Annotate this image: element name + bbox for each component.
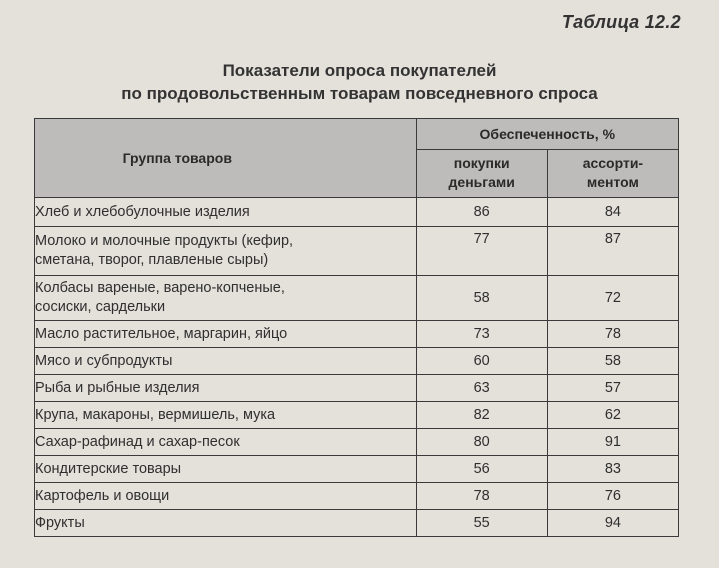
table-row	[35, 375, 679, 402]
header-group-label: Группа товаров	[122, 150, 232, 166]
table-row	[35, 321, 679, 348]
row-assortment: 72	[547, 276, 678, 321]
caption-line-2: по продовольственным товарам повседневного спроса	[121, 84, 598, 103]
table-row	[35, 198, 679, 227]
row-money: 63	[416, 375, 547, 402]
table-row	[35, 483, 679, 510]
row-money: 80	[416, 429, 547, 456]
row-name: Масло растительное, маргарин, яйцо	[35, 321, 417, 348]
row-name: Мясо и субпродукты	[35, 348, 417, 375]
header-supply: Обеспеченность, %	[416, 119, 678, 150]
row-money: 78	[416, 483, 547, 510]
table-row	[35, 402, 679, 429]
table-row	[35, 456, 679, 483]
table-header	[35, 119, 679, 198]
row-name: Рыба и рыбные изделия	[35, 375, 417, 402]
row-name: Фрукты	[35, 510, 417, 537]
row-assortment: 62	[547, 402, 678, 429]
row-assortment: 91	[547, 429, 678, 456]
table-row	[35, 348, 679, 375]
header-group	[35, 119, 417, 198]
row-assortment: 58	[547, 348, 678, 375]
row-assortment: 76	[547, 483, 678, 510]
survey-table	[34, 118, 679, 537]
table-row	[35, 510, 679, 537]
row-money: 55	[416, 510, 547, 537]
table-number: Таблица 12.2	[561, 12, 681, 32]
row-name: Молоко и молочные продукты (кефир, сметана, творог, плавленые сыры)	[35, 227, 417, 276]
table-caption	[0, 59, 719, 105]
table-body	[35, 198, 679, 537]
row-name: Кондитерские товары	[35, 456, 417, 483]
table-row	[35, 429, 679, 456]
row-money: 82	[416, 402, 547, 429]
row-money: 58	[416, 276, 547, 321]
row-name: Картофель и овощи	[35, 483, 417, 510]
row-money: 60	[416, 348, 547, 375]
row-assortment: 83	[547, 456, 678, 483]
row-name: Колбасы вареные, варено-копченые, сосиски, сардельки	[35, 276, 417, 321]
row-money: 77	[416, 227, 547, 276]
row-money: 73	[416, 321, 547, 348]
header-money: покупки деньгами	[416, 149, 547, 197]
table-row	[35, 227, 679, 276]
row-assortment: 78	[547, 321, 678, 348]
row-name: Сахар-рафинад и сахар-песок	[35, 429, 417, 456]
row-assortment: 94	[547, 510, 678, 537]
row-assortment: 57	[547, 375, 678, 402]
table-row	[35, 276, 679, 321]
row-money: 86	[416, 198, 547, 227]
row-assortment: 87	[547, 227, 678, 276]
row-money: 56	[416, 456, 547, 483]
row-name: Хлеб и хлебобулочные изделия	[35, 198, 417, 227]
header-assortment: ассорти- ментом	[547, 149, 678, 197]
caption-line-1: Показатели опроса покупателей	[222, 61, 497, 80]
row-assortment: 84	[547, 198, 678, 227]
row-name: Крупа, макароны, вермишель, мука	[35, 402, 417, 429]
